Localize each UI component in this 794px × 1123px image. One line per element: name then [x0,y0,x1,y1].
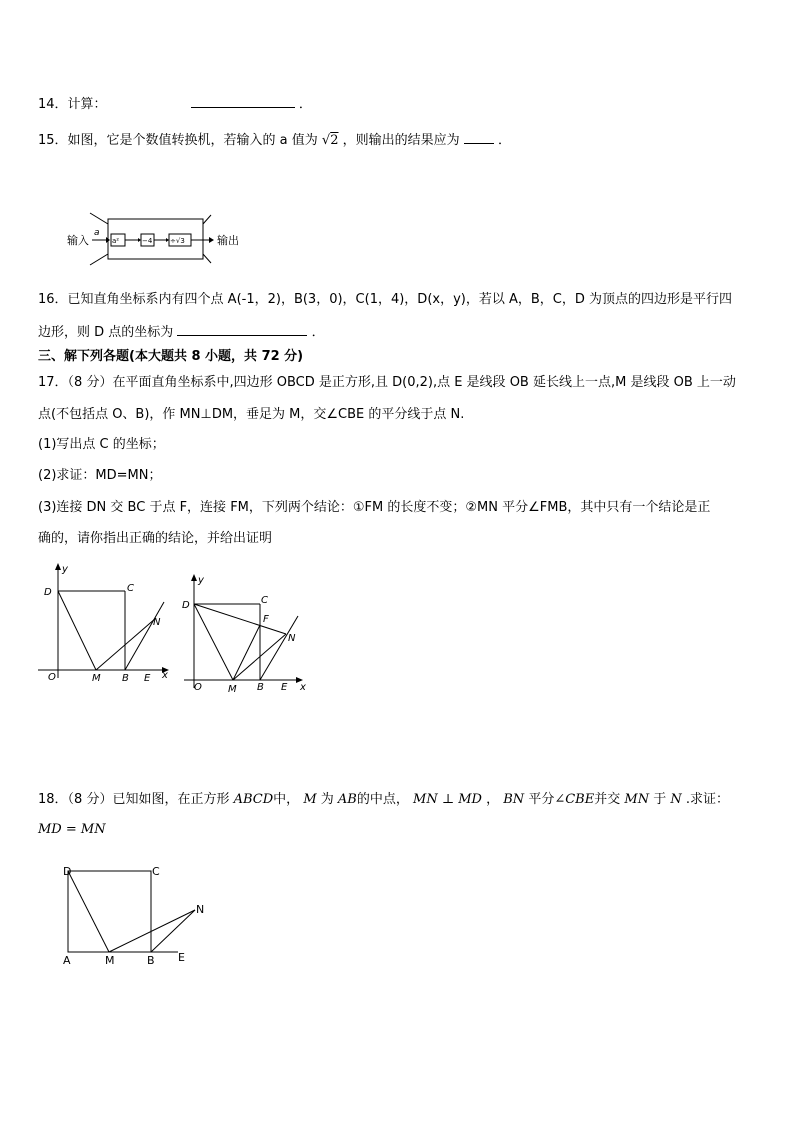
fig17a-bisector-bn [125,602,164,670]
q18-text-e: ， [486,792,500,807]
q17-figure-left [36,560,176,688]
fig17a-y-axis-arrowhead [55,563,61,570]
question-15 [38,131,511,149]
question-17-part-3-line-1: (3)连接 DN 交 BC 于点 F，连接 FM，下列两个结论：①FM 的长度不变；②MN 平分∠FMB，其中只有一个结论是正 [38,500,711,515]
q18-text-g: 并交 [594,792,621,807]
q15-pre: 15．如图，它是个数值转换机，若输入的 a 值为 [38,133,318,148]
fig18-label-e: E [178,951,185,964]
machine-var-a: a [94,228,100,238]
q18-text-i: .求证： [685,792,730,807]
q18-text-h: 于 [653,792,667,807]
machine-box-minus-label: −4 [142,237,153,245]
fig18-label-a: A [63,954,71,967]
machine-box-divide-label: ÷√3 [170,237,185,245]
fig17a-label-m: M [92,673,101,684]
question-17-part-3-line-2: 确的，请你指出正确的结论，并给出证明 [38,531,273,546]
q16-line1-text: 16．已知直角坐标系内有四个点 A(-1，2)，B(3，0)，C(1，4)，D(x，y)，若以 A，B，C，D 为顶点的四边形是平行四 [38,292,733,307]
q18-text-c: 为 [320,792,334,807]
fig18-label-c: C [152,865,160,878]
fig18-label-n: N [196,903,205,916]
q18-text-d: 的中点， [356,792,409,807]
machine-funnel-right-bottom [203,254,211,263]
fig17b-segment-dn [194,604,286,634]
q18-segment-bn: BN [503,792,525,807]
q14-text: 14．计算： [38,97,107,112]
fig17b-label-o: O [194,682,202,693]
q15-sqrt-radicand: 2 [330,133,339,148]
fig18-segment-dm [68,871,109,952]
fig17b-label-x: x [300,682,306,693]
fig17b-label-f: F [263,614,269,625]
q18-figure [58,860,218,970]
q15-sqrt: √2 [321,133,339,148]
q18-text-f: 平分 [528,792,555,807]
fig18-label-m: M [105,954,115,967]
fig17a-label-n: N [153,617,161,628]
machine-box-square-label: a² [112,237,120,245]
fig17b-label-m: M [228,684,237,695]
question-18-line-1 [38,792,729,808]
fig17a-label-c: C [127,583,134,594]
q14-end: ． [298,97,312,112]
fig17b-label-b: B [257,682,264,693]
q14-answer-blank[interactable] [191,95,295,108]
q18-segment-mn: MN [624,792,650,807]
question-18-line-2: MD = MN [38,822,106,837]
fig18-square-abcd [68,871,151,952]
question-16-line-2 [38,323,325,341]
fig17b-label-y: y [198,575,204,586]
q15-answer-blank[interactable] [464,131,494,144]
machine-funnel-right-top [203,215,211,224]
fig18-label-d: D [63,865,72,878]
question-17-part-2: (2)求证：MD=MN； [38,468,162,483]
fig17a-segment-dm [58,591,96,670]
q18-point-n: N [670,792,682,807]
q15-post: ，则输出的结果应为 [342,133,460,148]
fig18-segment-mn [109,910,195,952]
machine-input-label: 输入 [67,234,89,247]
number-machine-figure [64,210,254,266]
q18-segment-ab: AB [337,792,357,807]
machine-funnel-left-bottom [90,254,108,265]
q16-answer-blank[interactable] [177,323,307,336]
q17-figure-right [178,570,314,696]
fig18-label-b: B [147,954,155,967]
fig17a-label-d: D [44,587,52,598]
fig17b-y-axis-arrowhead [191,574,197,581]
fig17b-label-e: E [281,682,288,693]
q18-point-m: M [303,792,317,807]
q15-end: ． [497,133,511,148]
machine-outer-box [108,219,203,259]
question-17-part-1: (1)写出点 C 的坐标； [38,437,165,452]
fig17a-label-x: x [162,670,168,681]
fig17a-label-e: E [144,673,151,684]
machine-output-arrowhead [209,237,214,243]
q18-perp-relation: MN ⊥ MD [413,792,482,807]
q18-angle-cbe: ∠CBE [554,792,595,807]
machine-funnel-left-top [90,213,108,224]
fig17b-label-n: N [288,633,296,644]
q16-line2-text: 边形，则 D 点的坐标为 [38,325,174,340]
fig17b-label-c: C [261,595,268,606]
fig17a-label-o: O [48,672,56,683]
fig17a-label-y: y [62,564,68,575]
question-14 [38,95,312,113]
fig17a-label-b: B [122,673,129,684]
q18-text-a: 18．（8 分）已知如图，在正方形 [38,792,230,807]
fig17b-bisector-bn [260,616,298,680]
fig17a-segment-mn [96,618,156,670]
machine-output-label: 输出 [217,234,239,247]
q16-end: ． [311,325,325,340]
fig17b-segment-fm [233,625,260,680]
question-16-line-1 [38,292,732,308]
q18-square-name: ABCD [233,792,274,807]
fig17b-label-d: D [182,600,190,611]
question-17-line-1: 17．（8 分）在平面直角坐标系中,四边形 OBCD 是正方形,且 D(0,2),点 E 是线段 OB 延长线上一点,M 是线段 OB 上一动 [38,375,736,390]
fig18-segment-bn [151,910,195,952]
fig17b-segment-dm [194,604,233,680]
question-17-line-2: 点(不包括点 O、B)，作 MN⊥DM，垂足为 M，交∠CBE 的平分线于点 N. [38,407,465,422]
q18-text-b: 中， [273,792,300,807]
section-3-header: 三、解下列各题(本大题共 8 小题，共 72 分) [38,349,304,364]
